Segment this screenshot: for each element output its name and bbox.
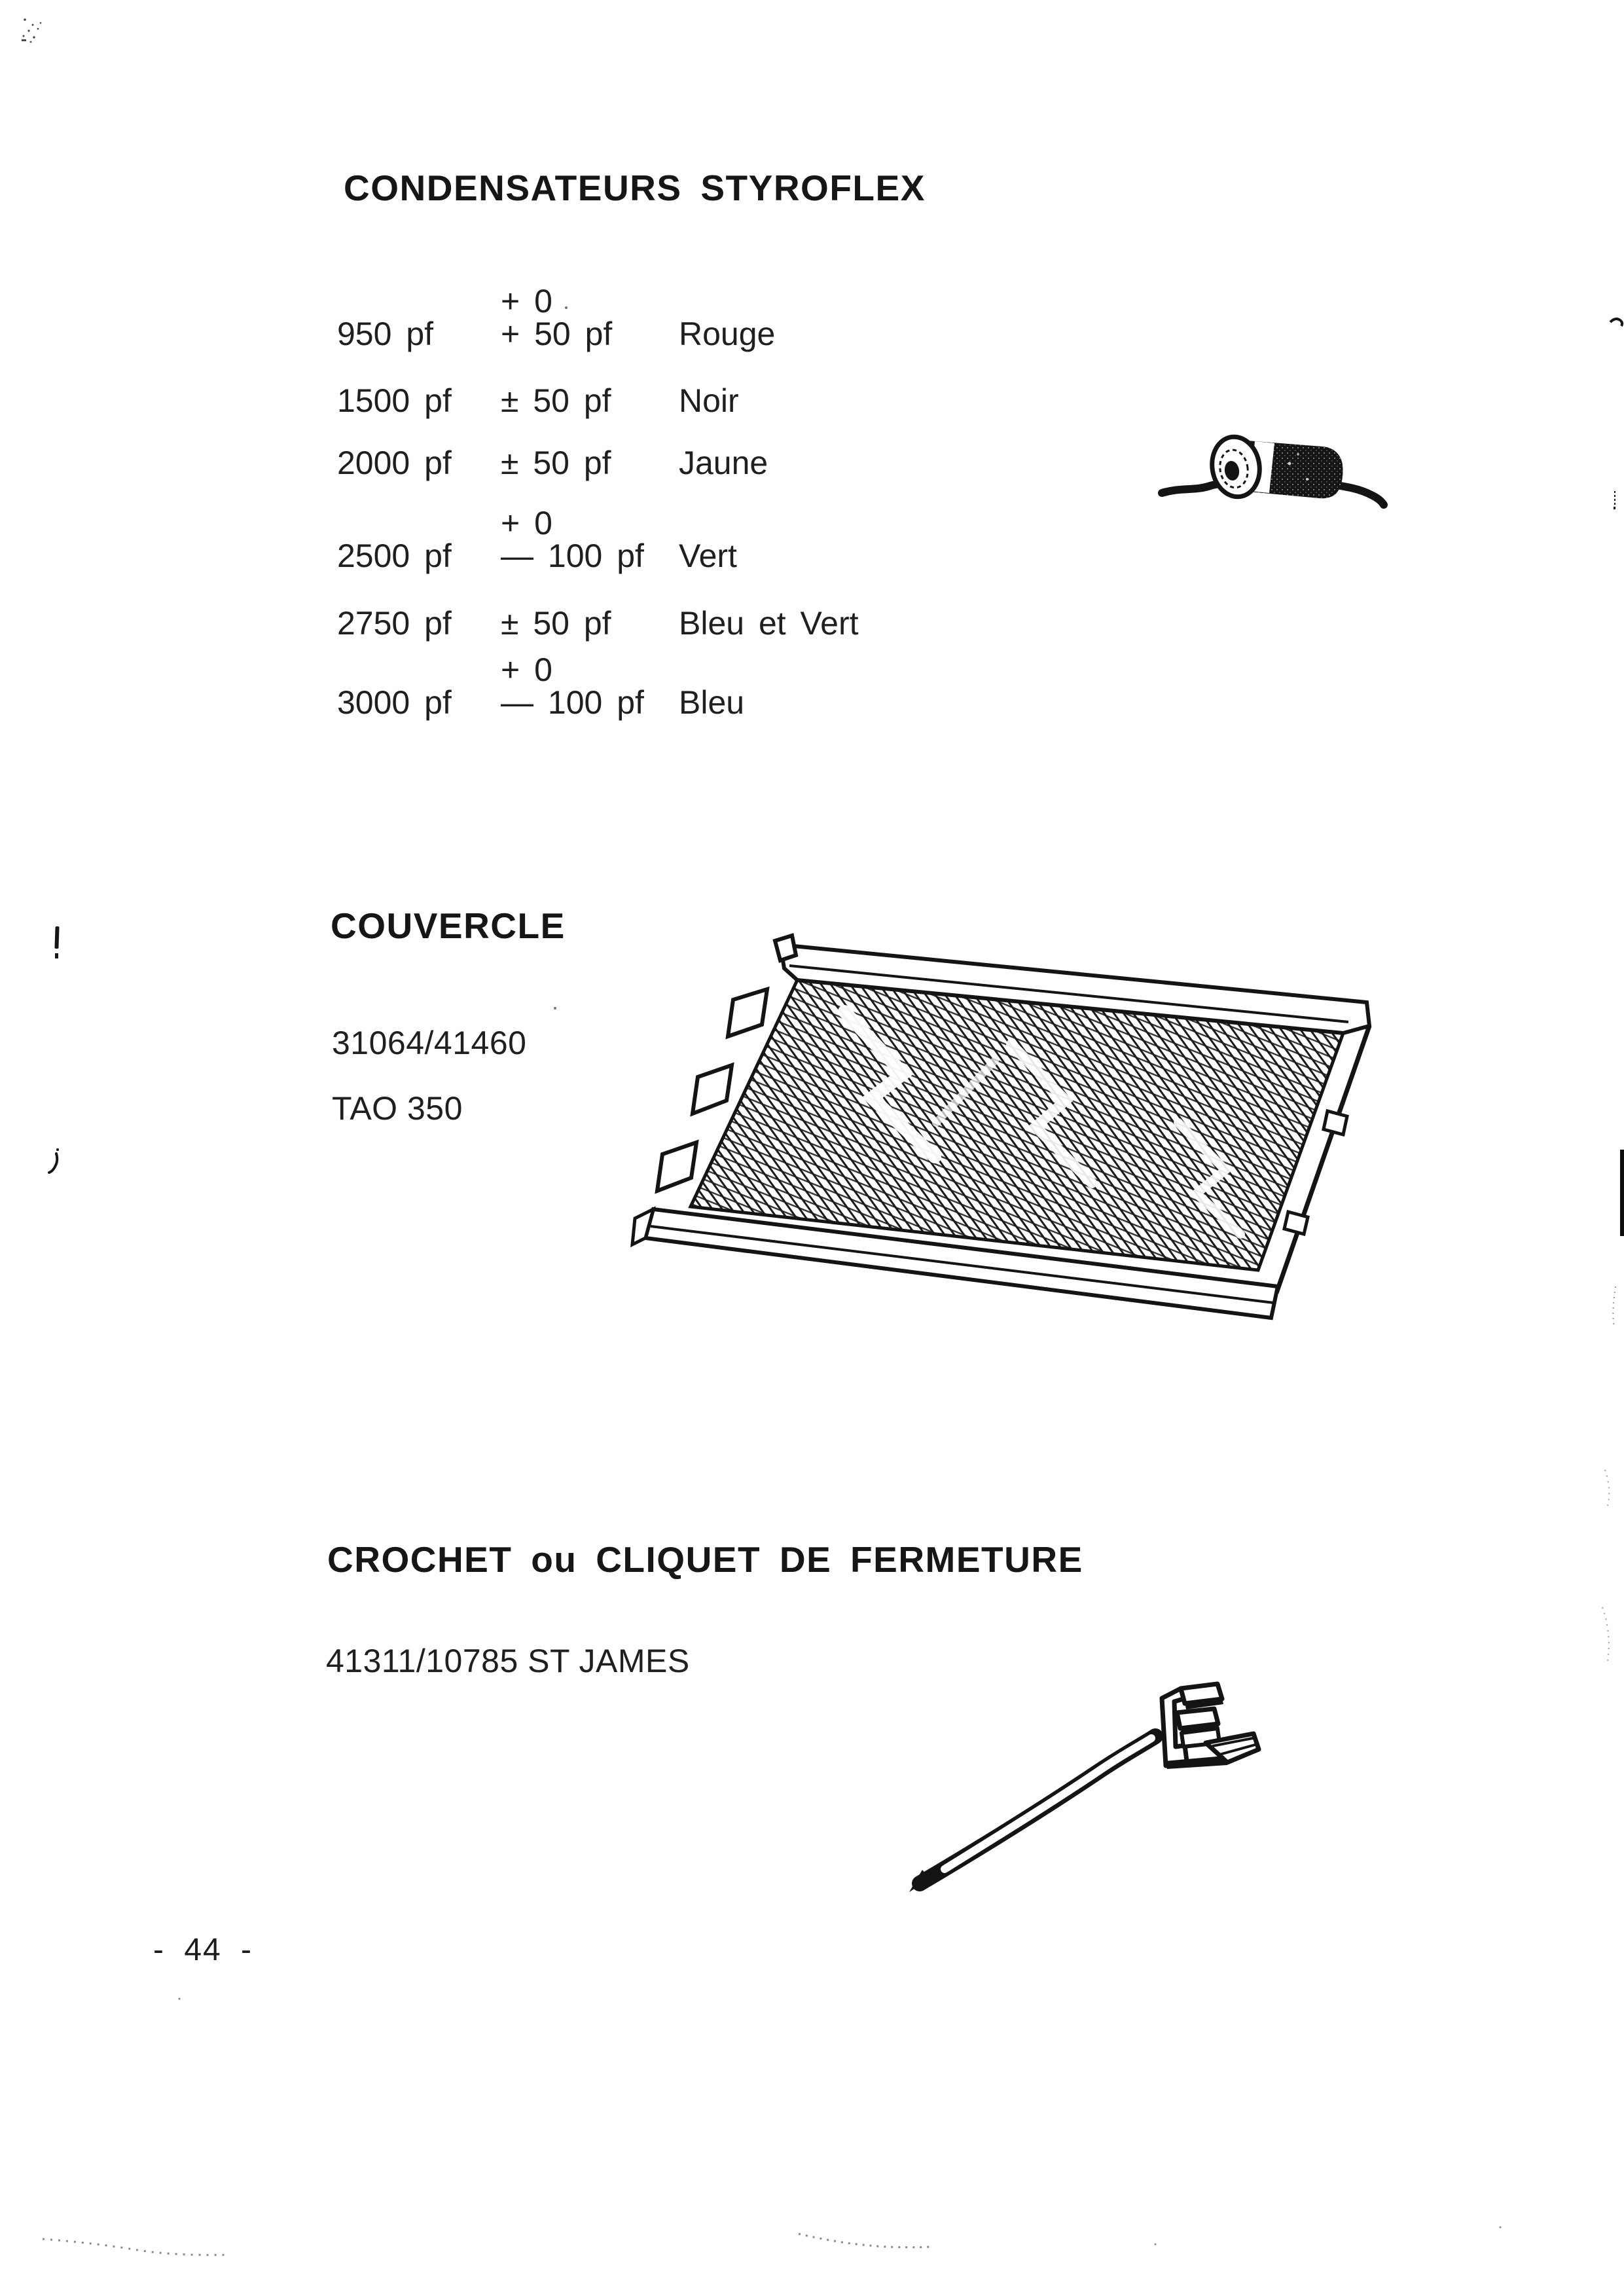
tolerance-value: ± 50 pf: [501, 382, 611, 419]
capacitance-value: 2750 pf: [337, 605, 452, 642]
table-row: [337, 507, 737, 572]
left-margin-mark: [49, 926, 60, 1173]
page-number: - 44 -: [153, 1933, 253, 1967]
cover-tray-illustration: [628, 926, 1401, 1332]
tolerance-value: ± 50 pf: [501, 445, 611, 481]
color-code: Bleu: [679, 684, 745, 721]
capacitance-value: 2500 pf: [337, 538, 452, 574]
crochet-reference: 41311/10785 ST JAMES: [326, 1643, 690, 1679]
table-row: [337, 285, 775, 350]
closing-hook-illustration: [887, 1669, 1293, 1905]
capacitance-value: 1500 pf: [337, 382, 452, 419]
table-row: [337, 446, 768, 479]
couvercle-reference: 31064/41460: [332, 1025, 527, 1061]
tolerance-upper: + 0: [501, 651, 552, 688]
capacitance-value: 950 pf: [337, 316, 434, 352]
color-code: Rouge: [679, 316, 776, 352]
couvercle-model: TAO 350: [332, 1090, 463, 1127]
tolerance-value: [501, 285, 679, 350]
section-title-crochet: CROCHET ou CLIQUET DE FERMETURE: [327, 1539, 1083, 1580]
tray-right-notch: [1324, 1111, 1347, 1135]
table-row: [337, 607, 859, 640]
tray-corner-tab: [775, 936, 796, 960]
right-margin-mark: [1602, 319, 1624, 1661]
tray-left-clip: [657, 1142, 696, 1191]
capacitance-value: 2000 pf: [337, 445, 452, 481]
tolerance-value: [501, 653, 679, 719]
tolerance-value: ± 50 pf: [501, 605, 611, 642]
color-code: Vert: [679, 538, 737, 574]
capacitance-value: 3000 pf: [337, 684, 452, 721]
section-title-couvercle: COUVERCLE: [331, 905, 566, 946]
speckle-cluster-top-left: [22, 18, 41, 43]
tolerance-upper: + 0: [501, 505, 552, 541]
tray-left-clip: [693, 1065, 732, 1114]
table-row: [337, 384, 739, 417]
section-title-condensateurs: CONDENSATEURS STYROFLEX: [344, 168, 926, 208]
tolerance-lower: — 100 pf: [501, 538, 644, 574]
tolerance-value: [501, 507, 679, 572]
tolerance-lower: + 50 pf: [501, 316, 613, 352]
color-code: Bleu et Vert: [679, 605, 859, 642]
tolerance-upper: + 0: [501, 283, 552, 319]
color-code: Jaune: [679, 445, 768, 481]
table-row: [337, 653, 744, 719]
right-edge-bar: [1620, 1150, 1624, 1236]
tray-right-notch: [1284, 1212, 1308, 1234]
speckle-trail-bottom: [43, 2227, 1502, 2255]
capacitor-illustration: [1155, 426, 1391, 514]
tray-left-clip: [728, 989, 767, 1036]
tolerance-lower: — 100 pf: [501, 684, 644, 721]
color-code: Noir: [679, 382, 739, 419]
hook-rod-core: [945, 1738, 1151, 1869]
